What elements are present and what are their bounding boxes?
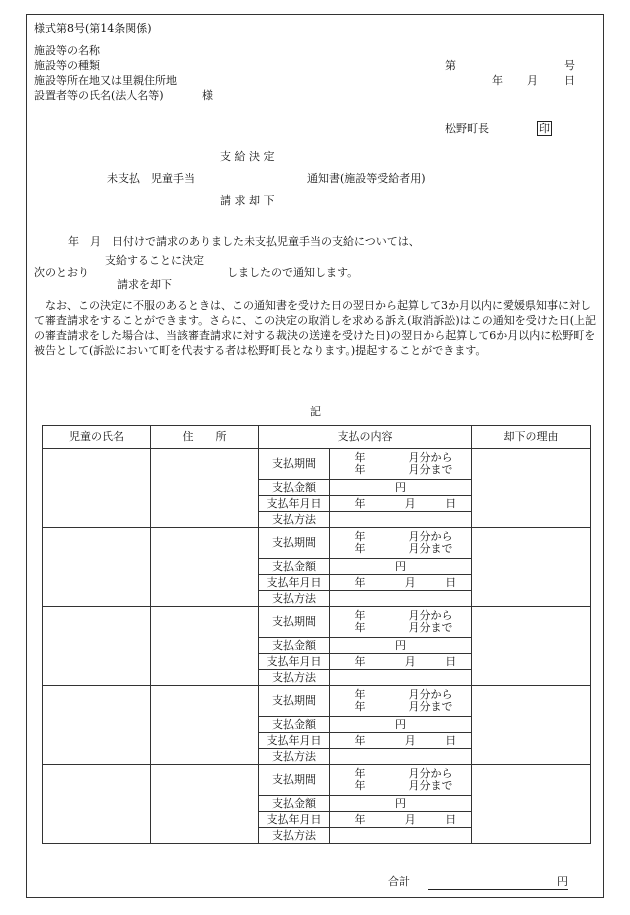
total-row: [388, 873, 568, 890]
period-to: 月分まで: [408, 621, 453, 634]
facility-address-label: 施設等所在地又は里親住所地: [34, 74, 177, 87]
form-number: 様式第8号(第14条関係): [34, 22, 152, 35]
address-cell[interactable]: [151, 686, 259, 765]
method-value[interactable]: [330, 749, 472, 765]
reason-cell[interactable]: [472, 528, 591, 607]
date-value[interactable]: [330, 496, 472, 512]
reason-cell[interactable]: [472, 765, 591, 844]
date-month: 月: [404, 733, 416, 747]
period-label: 支払期間: [259, 449, 330, 480]
amount-label: 支払金額: [259, 796, 330, 812]
period-label: 支払期間: [259, 765, 330, 796]
date-value[interactable]: [330, 654, 472, 670]
amount-value[interactable]: [330, 717, 472, 733]
choice-reject: 請求を却下: [117, 278, 172, 291]
period-from: 月分から: [408, 451, 453, 464]
record-row: [43, 686, 591, 717]
reason-cell[interactable]: [472, 607, 591, 686]
founder-name-label: 設置者等の氏名(法人名等): [34, 89, 164, 102]
period-to: 月分まで: [408, 463, 453, 476]
address-cell[interactable]: [151, 607, 259, 686]
record-row: [43, 765, 591, 796]
date-month: 月: [404, 812, 416, 826]
date-year: 年: [354, 733, 366, 747]
amount-label: 支払金額: [259, 480, 330, 496]
child-name-cell[interactable]: [43, 686, 151, 765]
method-value[interactable]: [330, 670, 472, 686]
child-name-cell[interactable]: [43, 528, 151, 607]
date-value[interactable]: [330, 812, 472, 828]
date-value[interactable]: [330, 733, 472, 749]
date-day: 日: [445, 733, 457, 747]
issue-day: 日: [564, 74, 575, 87]
period-to-year: 年: [354, 700, 366, 713]
method-value[interactable]: [330, 591, 472, 607]
date-label: 支払年月日: [259, 575, 330, 591]
issue-month: 月: [527, 74, 538, 87]
date-month: 月: [404, 496, 416, 510]
amount-unit: 円: [395, 480, 406, 494]
period-value[interactable]: [330, 686, 472, 717]
address-cell[interactable]: [151, 528, 259, 607]
date-day: 日: [445, 575, 457, 589]
amount-value[interactable]: [330, 480, 472, 496]
amount-value[interactable]: [330, 559, 472, 575]
header-reason: 却下の理由: [472, 426, 591, 449]
method-value[interactable]: [330, 828, 472, 844]
record-row: [43, 607, 591, 638]
period-to-year: 年: [354, 542, 366, 555]
amount-label: 支払金額: [259, 717, 330, 733]
period-to-year: 年: [354, 463, 366, 476]
amount-value[interactable]: [330, 796, 472, 812]
period-from-year: 年: [354, 609, 366, 622]
date-year: 年: [354, 496, 366, 510]
date-year: 年: [354, 654, 366, 668]
amount-unit: 円: [395, 717, 406, 731]
date-day: 日: [445, 496, 457, 510]
period-value[interactable]: [330, 528, 472, 559]
date-label: 支払年月日: [259, 733, 330, 749]
period-from-year: 年: [354, 688, 366, 701]
address-cell[interactable]: [151, 765, 259, 844]
period-to-year: 年: [354, 779, 366, 792]
method-label: 支払方法: [259, 749, 330, 765]
period-to: 月分まで: [408, 779, 453, 792]
period-to: 月分まで: [408, 700, 453, 713]
title-option-reject: 請 求 却 下: [220, 194, 275, 207]
child-name-cell[interactable]: [43, 765, 151, 844]
title-option-decision: 支 給 決 定: [220, 150, 275, 163]
method-label: 支払方法: [259, 670, 330, 686]
facility-type-label: 施設等の種類: [34, 59, 100, 72]
doc-no-go: 号: [564, 59, 575, 72]
amount-unit: 円: [395, 638, 406, 652]
header-child-name: 児童の氏名: [43, 426, 151, 449]
period-from-year: 年: [354, 767, 366, 780]
date-year: 年: [354, 812, 366, 826]
issue-year: 年: [492, 74, 503, 87]
issuer-name: 松野町長: [445, 122, 489, 135]
body-prefix: 次のとおり: [34, 266, 89, 279]
period-label: 支払期間: [259, 528, 330, 559]
period-from-year: 年: [354, 530, 366, 543]
period-from: 月分から: [408, 767, 453, 780]
period-value[interactable]: [330, 449, 472, 480]
appeal-paragraph: なお、この決定に不服のあるときは、この通知書を受けた日の翌日から起算して3か月以内に愛媛県知事に対して審査請求をすることができます。さらに、この決定の取消しを求める訴え(取消訴訟)はこの通知を受けた日(上記の審査請求をした場合は、当該審査請求に対する裁決の送達を受けた日)の翌日から起算して6か月以内に松野町を被告として(訴訟において町を代表する者は松野町長となります。)提起することができます。: [34, 299, 596, 357]
body-line1: 年 月 日付けで請求のありました未支払児童手当の支給については、: [68, 235, 420, 248]
choice-decide: 支給することに決定: [105, 254, 204, 267]
body-suffix: しましたので通知します。: [227, 266, 359, 279]
ki-heading: 記: [310, 405, 321, 418]
honorific: 様: [202, 89, 213, 102]
period-label: 支払期間: [259, 686, 330, 717]
child-name-cell[interactable]: [43, 449, 151, 528]
title-left: 未支払 児童手当: [107, 172, 195, 185]
seal-text: 印: [539, 122, 550, 135]
child-name-cell[interactable]: [43, 607, 151, 686]
period-to: 月分まで: [408, 542, 453, 555]
reason-cell[interactable]: [472, 449, 591, 528]
date-value[interactable]: [330, 575, 472, 591]
reason-cell[interactable]: [472, 686, 591, 765]
date-year: 年: [354, 575, 366, 589]
record-row: [43, 528, 591, 559]
period-from-year: 年: [354, 451, 366, 464]
payment-record-table: [42, 425, 591, 844]
date-label: 支払年月日: [259, 496, 330, 512]
total-label: 合計: [388, 875, 410, 888]
period-from: 月分から: [408, 530, 453, 543]
facility-name-label: 施設等の名称: [34, 44, 100, 57]
period-value[interactable]: [330, 765, 472, 796]
header-content: 支払の内容: [259, 426, 472, 449]
period-label: 支払期間: [259, 607, 330, 638]
table-header-row: [43, 426, 591, 449]
seal-mark: [537, 122, 552, 136]
date-label: 支払年月日: [259, 812, 330, 828]
amount-unit: 円: [395, 796, 406, 810]
amount-label: 支払金額: [259, 638, 330, 654]
date-label: 支払年月日: [259, 654, 330, 670]
address-cell[interactable]: [151, 449, 259, 528]
period-value[interactable]: [330, 607, 472, 638]
doc-no-dai: 第: [445, 59, 456, 72]
period-from: 月分から: [408, 688, 453, 701]
amount-label: 支払金額: [259, 559, 330, 575]
date-day: 日: [445, 654, 457, 668]
date-day: 日: [445, 812, 457, 826]
method-value[interactable]: [330, 512, 472, 528]
date-month: 月: [404, 654, 416, 668]
total-field: [428, 873, 568, 890]
method-label: 支払方法: [259, 591, 330, 607]
amount-value[interactable]: [330, 638, 472, 654]
date-month: 月: [404, 575, 416, 589]
total-unit: 円: [557, 875, 568, 888]
method-label: 支払方法: [259, 828, 330, 844]
period-from: 月分から: [408, 609, 453, 622]
amount-unit: 円: [395, 559, 406, 573]
method-label: 支払方法: [259, 512, 330, 528]
record-row: [43, 449, 591, 480]
period-to-year: 年: [354, 621, 366, 634]
title-right: 通知書(施設等受給者用): [307, 172, 426, 185]
header-address: 住 所: [151, 426, 259, 449]
